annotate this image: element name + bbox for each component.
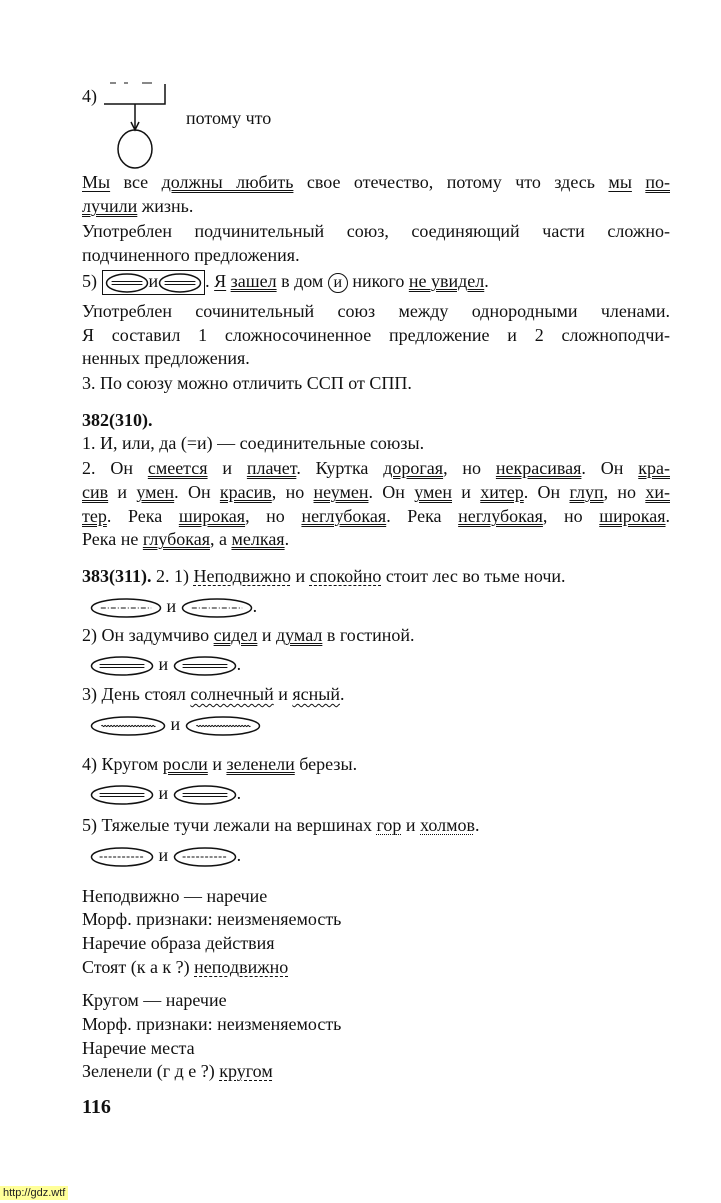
text-line [82,623,670,647]
text: . Он [581,458,639,478]
predicate-word: по- [645,172,670,192]
scheme-end: . [236,783,242,803]
object-word: гор [376,815,402,835]
text: и [207,754,227,774]
oval-double-icon [173,655,237,677]
oval-dashdot-icon [90,597,162,619]
text: и [273,684,293,704]
predicate-word: красив [219,482,272,502]
text: березы. [294,754,358,774]
text-line [82,194,670,218]
predicate-word: сив [82,482,109,502]
predicate-word: должны любить [161,172,294,192]
text: жизнь. [137,196,194,216]
predicate-word: неглубокая [301,506,387,526]
scheme-line-5 [82,269,670,295]
scheme-conjunction: потому что [186,108,272,128]
text [632,172,645,192]
text: . Он [368,482,415,502]
text-line [82,371,670,395]
text-line [82,1012,670,1036]
text-line [82,813,670,837]
scheme-conjunction: и [148,271,159,292]
text: и [108,482,137,502]
text: свое отечество, потому что здесь [293,172,609,192]
predicate-word: умен [414,482,452,502]
oval-double-icon [90,655,154,677]
scheme-end: . [252,596,258,616]
text: . Река [106,506,179,526]
predicate-word: плачет [246,458,297,478]
text-line [82,1059,670,1083]
text: 2. Он [82,458,148,478]
text: Я составил 1 сложносочиненное предложение и 2 сложноподчи- [82,325,670,345]
text: 3. По союзу можно отличить ССП от СПП. [82,373,412,393]
subject-word: Мы [82,172,111,192]
exercise-number: 383(311). [82,566,152,586]
text-line [82,346,670,370]
text-line [82,955,670,979]
circled-conjunction: и [328,273,348,293]
text: никого [352,271,409,291]
text: ненных предложения. [82,348,250,368]
scheme-complex-sentence-4 [82,78,342,178]
adverbial-word: спокойно [309,566,382,586]
scheme-line [90,652,678,677]
text: . [665,506,671,526]
predicate-word: не увидел [408,271,485,291]
text: 2) Он задумчиво [82,625,214,645]
text: Наречие образа действия [82,933,275,953]
text: 2. 1) [151,566,194,586]
text-line [82,752,670,776]
text: и [401,815,421,835]
predicate-word: кра- [638,458,670,478]
text-line [82,988,670,1012]
text: все [110,172,162,192]
predicate-word: широкая [599,506,666,526]
text-line [82,323,670,347]
text: , но [271,482,314,502]
text: , но [603,482,646,502]
text: . [474,815,480,835]
predicate-word: мелкая [231,529,285,549]
scheme-line [90,712,678,737]
text-line [82,456,670,480]
predicate-word: широкая [178,506,246,526]
scheme-end: . [236,654,242,674]
oval-wavy-icon [90,715,166,737]
text: . Река [386,506,459,526]
oval-double-icon [158,272,202,294]
text-line [82,907,670,931]
predicate-word: росли [162,754,208,774]
predicate-word: глубокая [142,529,210,549]
subject-word: мы [608,172,632,192]
oval-wavy-icon [185,715,261,737]
scheme-conjunction: и [162,596,181,616]
text: . [339,684,345,704]
text-line [82,431,670,455]
oval-dashdot-icon [181,597,253,619]
text: Кругом — наречие [82,990,227,1010]
scheme-line [90,594,678,619]
text: Употреблен сочинительный союз между однородными членами. [82,301,670,321]
oval-double-icon [105,272,149,294]
text-line [82,408,670,432]
predicate-word: сидел [213,625,258,645]
predicate-word: неглубокая [458,506,543,526]
scheme-conjunction: и [166,714,185,734]
subject-word: Я [214,271,227,291]
text-line [82,527,670,551]
text: Морф. признаки: неизменяемость [82,1014,342,1034]
text-line [82,1036,670,1060]
text: Неподвижно — наречие [82,886,268,906]
scheme-number: 4) [82,86,97,106]
text-line [82,480,670,504]
text: . Он [174,482,220,502]
attribute-word: солнечный [190,684,274,704]
scheme-line [90,781,678,806]
text: , но [443,458,496,478]
predicate-word: зеленели [226,754,295,774]
predicate-word: неумен [313,482,369,502]
text: . [284,529,290,549]
text: Стоят (к а к ?) [82,957,195,977]
text-line [82,682,670,706]
adverbial-word: кругом [219,1061,273,1081]
text-line [82,564,670,588]
text: в дом [276,271,328,291]
text: . Он [523,482,570,502]
scheme-conjunction: и [154,783,173,803]
text: Употреблен подчинительный союз, соединяющий части сложно- [82,221,670,241]
scheme-end: . [236,845,242,865]
text: . Куртка [296,458,384,478]
scheme-box [102,270,206,295]
predicate-word: тер [82,506,107,526]
footer-link[interactable]: http://gdz.wtf [0,1186,68,1200]
predicate-word: глуп [569,482,604,502]
scheme-line [90,843,678,868]
text: в гостиной. [322,625,415,645]
text: подчиненного предложения. [82,245,300,265]
text: и [290,566,310,586]
text: и [207,458,247,478]
text: 4) Кругом [82,754,163,774]
text-line [82,884,670,908]
exercise-number: 382(310). [82,410,153,430]
text-line [82,219,670,243]
predicate-word: хитер [480,482,524,502]
oval-double-icon [90,784,154,806]
text-line [82,243,670,267]
scheme-conjunction: и [154,845,173,865]
adverbial-word: Неподвижно [193,566,291,586]
text: и [452,482,481,502]
scheme-conjunction: и [154,654,173,674]
adverbial-word: неподвижно [194,957,289,977]
predicate-word: зашел [230,271,277,291]
scheme-number: 5) [82,271,102,291]
text: 5) Тяжелые тучи лежали на вершинах [82,815,377,835]
predicate-word: думал [276,625,323,645]
text-line [82,170,670,194]
predicate-word: хи- [645,482,670,502]
predicate-word: некрасивая [495,458,582,478]
oval-dashed-icon [173,846,237,868]
text-line [82,504,670,528]
oval-double-icon [173,784,237,806]
text: Морф. признаки: неизменяемость [82,909,342,929]
page-number: 116 [82,1096,111,1118]
object-word: холмов [420,815,475,835]
text: и [257,625,277,645]
predicate-word: умен [136,482,175,502]
text: . [205,271,215,291]
text: , а [209,529,232,549]
predicate-word: дорогая [383,458,444,478]
text: , но [245,506,302,526]
text: 1. И, или, да (=и) — соединительные союзы. [82,433,425,453]
text: , но [542,506,600,526]
predicate-word: лучили [82,196,138,216]
text: стоит лес во тьме ночи. [381,566,566,586]
text-line [82,931,670,955]
text: Зеленели (г д е ?) [82,1061,220,1081]
predicate-word: смеется [147,458,208,478]
text: Река не [82,529,143,549]
text-line [82,299,670,323]
text: 3) День стоял [82,684,191,704]
text: Наречие места [82,1038,195,1058]
attribute-word: ясный [292,684,340,704]
oval-dashed-icon [90,846,154,868]
text: . [484,271,489,291]
